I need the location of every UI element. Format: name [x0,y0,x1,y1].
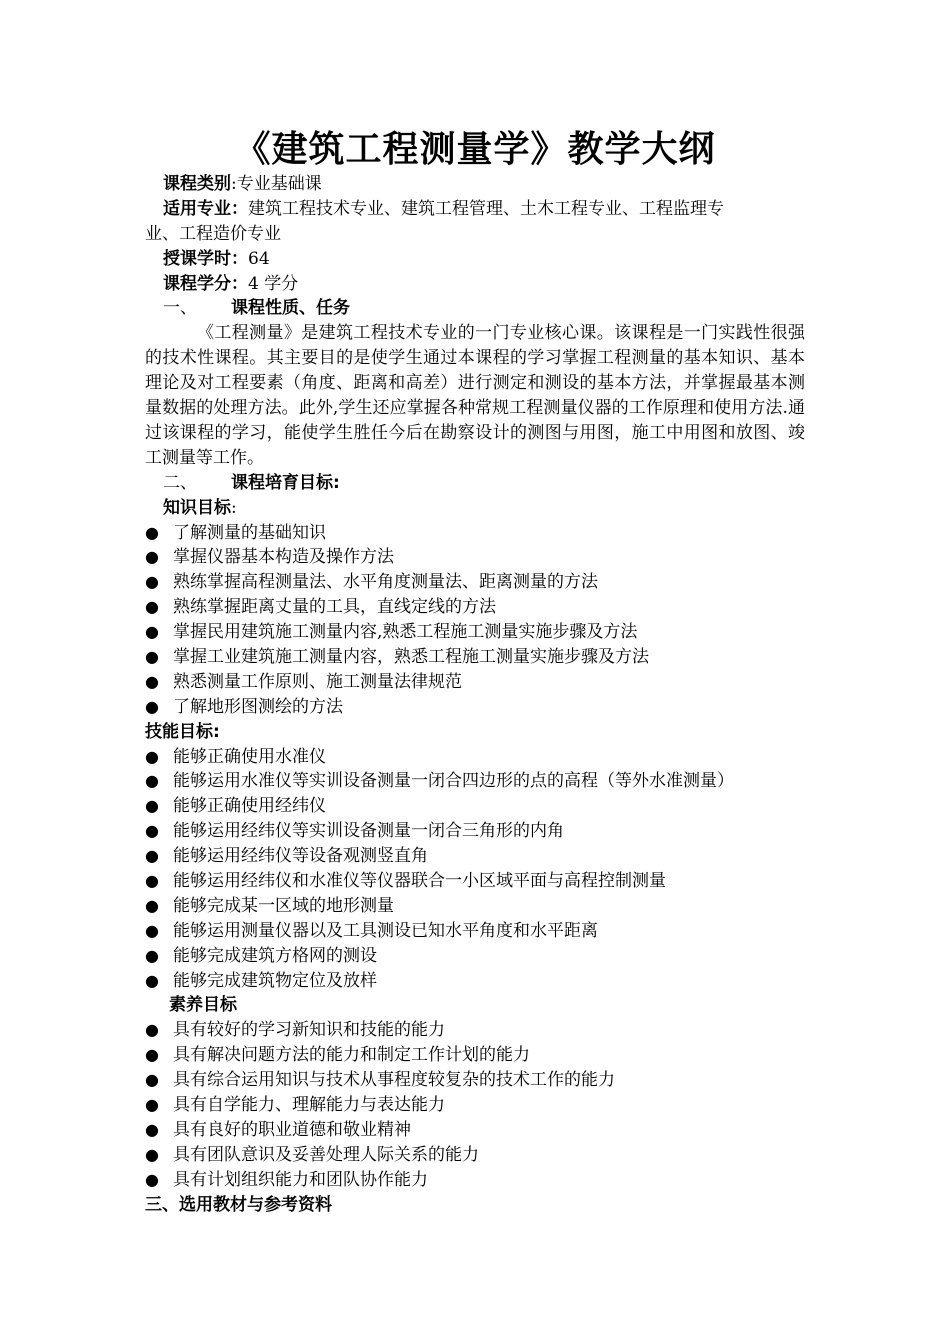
quality-goals-list [145,1018,805,1192]
list-item: ● 具有自学能力、理解能力与表达能力 [145,1093,805,1118]
bullet-icon: ● [145,671,159,691]
list-item: ● 能够运用测量仪器以及工具测设已知水平角度和水平距离 [145,919,805,944]
list-item: ● 能够正确使用水准仪 [145,745,805,770]
course-category-value: 专业基础课 [236,174,322,194]
list-item: ● 熟练掌握距离丈量的工具，直线定线的方法 [145,595,805,620]
course-credits-label: 课程学分： [163,273,248,294]
bullet-icon: ● [145,970,159,990]
bullet-icon: ● [145,895,159,915]
bullet-icon: ● [145,547,159,567]
list-item: ● 熟悉测量工作原则、施工测量法律规范 [145,670,805,695]
knowledge-goals-title: 知识目标 [163,497,231,518]
document-body [145,172,805,1218]
applicable-major-value-1: 建筑工程技术专业、建筑工程管理、土木工程专业、工程监理专 [248,198,724,219]
course-category-separator: : [231,174,237,194]
section-1-title: 课程性质、任务 [231,298,350,319]
list-item: ● 了解测量的基础知识 [145,521,805,546]
teaching-hours-label: 授课学时： [163,248,248,269]
course-category-line [145,172,805,197]
bullet-icon: ● [145,1095,159,1115]
list-item: ● 具有计划组织能力和团队协作能力 [145,1168,805,1193]
bullet-icon: ● [145,871,159,891]
quality-goals-title: 素养目标 [169,995,237,1016]
bullet-icon: ● [145,846,159,866]
section-3-title: 三、选用教材与参考资料 [145,1194,332,1215]
bullet-icon: ● [145,696,159,716]
list-item: ● 具有团队意识及妥善处理人际关系的能力 [145,1143,805,1168]
bullet-icon: ● [145,622,159,642]
knowledge-goals-heading [145,496,805,521]
list-item: ● 熟练掌握高程测量法、水平角度测量法、距离测量的方法 [145,570,805,595]
list-item: ● 能够运用经纬仪和水准仪等仪器联合一小区域平面与高程控制测量 [145,869,805,894]
skill-goals-heading [145,720,805,745]
list-item: ● 了解地形图测绘的方法 [145,695,805,720]
bullet-icon: ● [145,572,159,592]
bullet-icon: ● [145,796,159,816]
bullet-icon: ● [145,1045,159,1065]
bullet-icon: ● [145,1119,159,1139]
list-item: ● 能够正确使用经纬仪 [145,794,805,819]
section-2-title: 课程培育目标: [231,472,340,493]
list-item: ● 能够完成建筑方格网的测设 [145,944,805,969]
bullet-icon: ● [145,1070,159,1090]
document-title: 《建筑工程测量学》教学大纲 [234,129,716,170]
skill-goals-list [145,745,805,994]
course-credits-line [145,272,805,297]
bullet-icon: ● [145,647,159,667]
bullet-icon: ● [145,1020,159,1040]
list-item: ● 能够完成建筑物定位及放样 [145,969,805,994]
applicable-major-line-2 [145,222,805,247]
bullet-icon: ● [145,597,159,617]
course-credits-value: 4 学分 [248,273,299,294]
applicable-major-line-1 [145,197,805,222]
list-item: ● 能够完成某一区域的地形测量 [145,894,805,919]
section-1-paragraph: 《工程测量》是建筑工程技术专业的一门专业核心课。该课程是一门实践性很强的技术性课程。其主要目的是使学生通过本课程的学习掌握工程测量的基本知识、基本理论及对工程要素（角度、距离和高差）进行测定和测设的基本方法，并掌握最基本测量数据的处理方法。此外,学生还应掌握各种常规工程测量仪器的工作原理和使用方法.通过该课程的学习，能使学生胜任今后在勘察设计的测图与用图，施工中用图和放图、竣工测量等工作。 [145,323,805,468]
list-item: ● 能够运用水准仪等实训设备测量一闭合四边形的点的高程（等外水准测量） [145,769,805,794]
section-1-number: 一、 [163,298,197,319]
section-1-heading [145,296,805,321]
list-item: ● 具有较好的学习新知识和技能的能力 [145,1018,805,1043]
list-item: ● 掌握工业建筑施工测量内容，熟悉工程施工测量实施步骤及方法 [145,645,805,670]
knowledge-goals-list [145,521,805,720]
list-item: ● 能够运用经纬仪等设备观测竖直角 [145,844,805,869]
bullet-icon: ● [145,1169,159,1189]
skill-goals-title: 技能目标: [145,721,220,742]
bullet-icon: ● [145,945,159,965]
bullet-icon: ● [145,920,159,940]
bullet-icon: ● [145,1144,159,1164]
knowledge-goals-separator: : [231,497,237,518]
applicable-major-value-2: 业、工程造价专业 [145,223,281,244]
list-item: ● 掌握仪器基本构造及操作方法 [145,545,805,570]
quality-goals-heading [145,993,805,1018]
bullet-icon: ● [145,821,159,841]
bullet-icon: ● [145,771,159,791]
list-item: ● 能够运用经纬仪等实训设备测量一闭合三角形的内角 [145,819,805,844]
teaching-hours-line [145,247,805,272]
course-category-label: 课程类别 [163,174,231,194]
section-2-number: 二、 [163,472,197,493]
list-item: ● 具有综合运用知识与技术从事程度较复杂的技术工作的能力 [145,1068,805,1093]
list-item: ● 具有良好的职业道德和敬业精神 [145,1118,805,1143]
teaching-hours-value: 64 [248,248,270,269]
section-2-heading [145,471,805,496]
section-3-heading [145,1193,805,1218]
bullet-icon: ● [145,746,159,766]
bullet-icon: ● [145,522,159,542]
list-item: ● 具有解决问题方法的能力和制定工作计划的能力 [145,1043,805,1068]
applicable-major-label: 适用专业： [163,198,248,219]
section-1-paragraph-wrap [145,321,805,470]
list-item: ● 掌握民用建筑施工测量内容,熟悉工程施工测量实施步骤及方法 [145,620,805,645]
